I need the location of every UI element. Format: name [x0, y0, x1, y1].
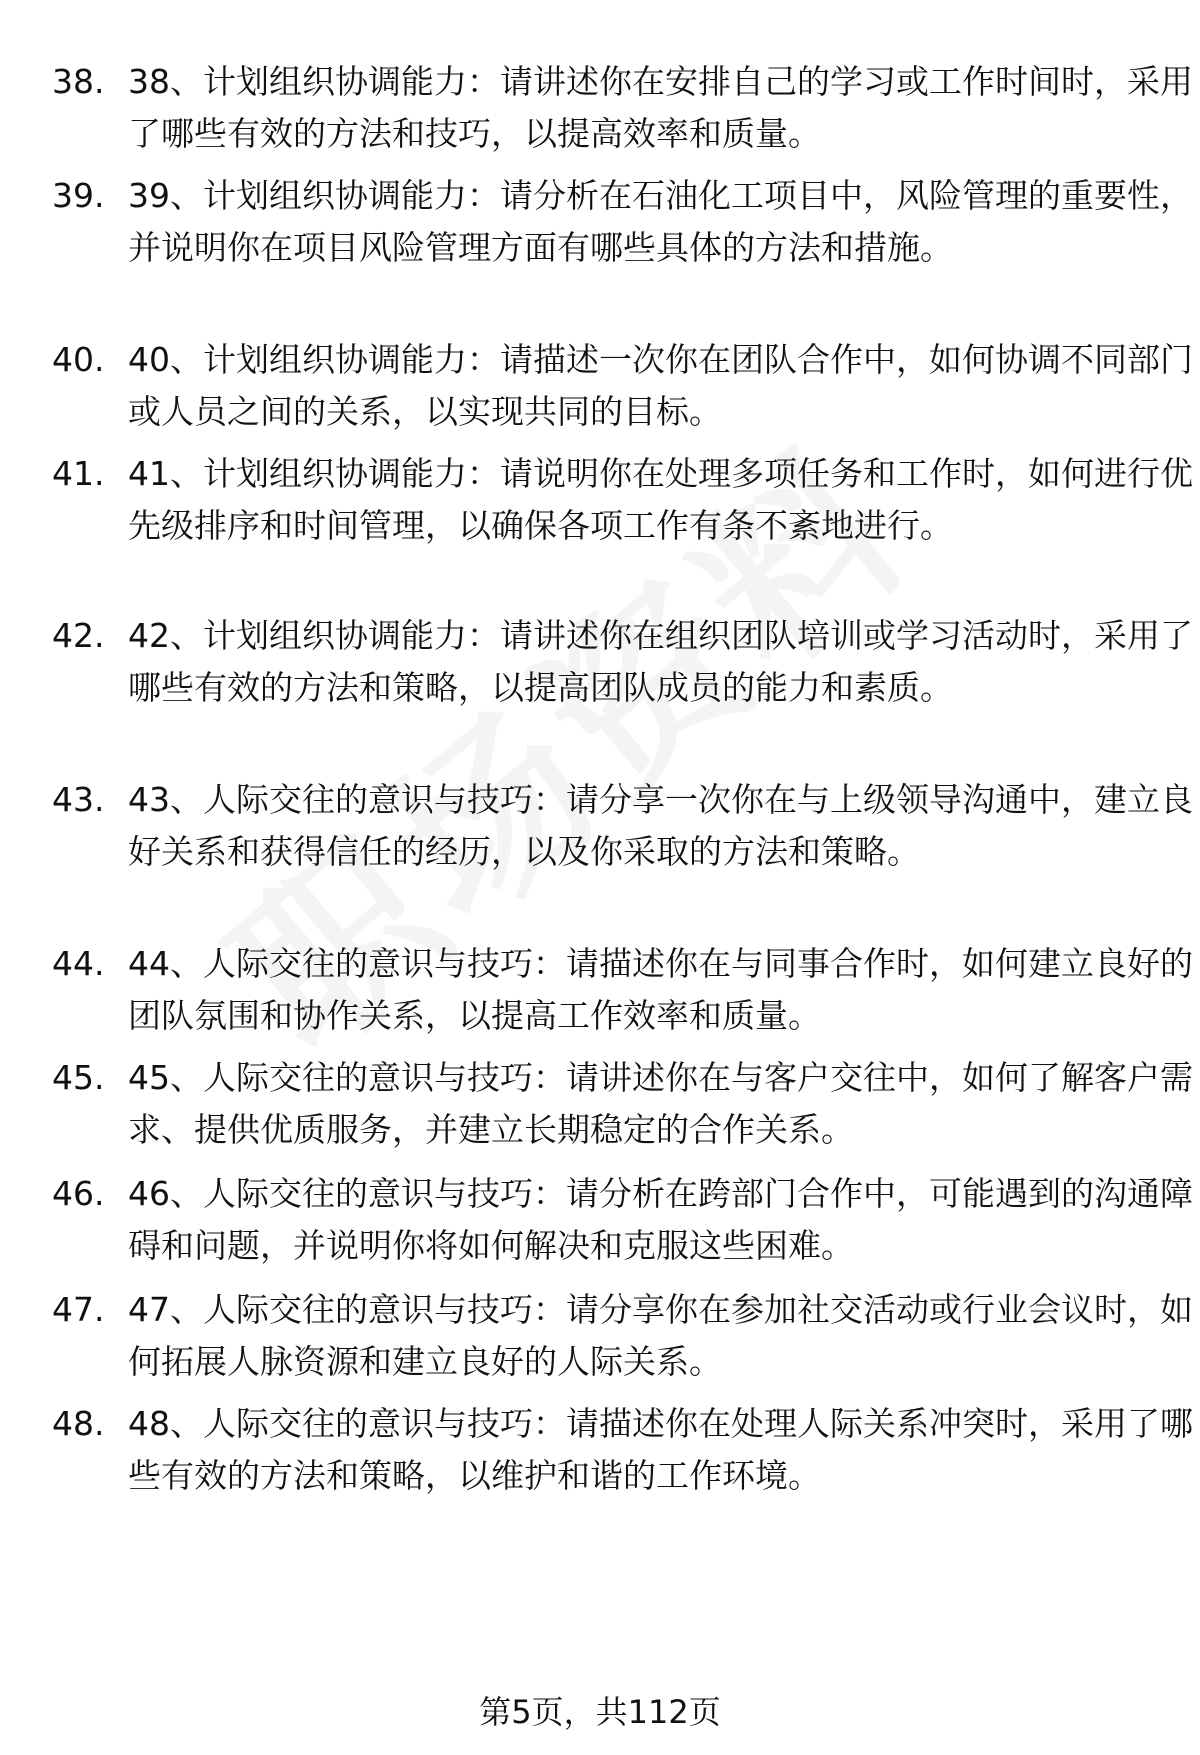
question-text: 47、人际交往的意识与技巧：请分享你在参加社交活动或行业会议时，如何拓展人脉资源和建立良好的人际关系。 — [128, 1290, 1193, 1381]
question-item — [52, 1284, 1193, 1388]
question-item — [52, 610, 1193, 714]
question-item — [52, 774, 1193, 878]
question-text: 48、人际交往的意识与技巧：请描述你在处理人际关系冲突时，采用了哪些有效的方法和策略，以维护和谐的工作环境。 — [128, 1404, 1193, 1495]
question-item — [52, 170, 1193, 274]
question-text: 46、人际交往的意识与技巧：请分析在跨部门合作中，可能遇到的沟通障碍和问题，并说明你将如何解决和克服这些困难。 — [128, 1174, 1193, 1265]
question-item — [52, 1052, 1193, 1156]
question-number: 47. — [52, 1290, 105, 1329]
question-text: 45、人际交往的意识与技巧：请讲述你在与客户交往中，如何了解客户需求、提供优质服务，并建立长期稳定的合作关系。 — [128, 1058, 1193, 1149]
question-number: 44. — [52, 944, 105, 983]
question-text: 40、计划组织协调能力：请描述一次你在团队合作中，如何协调不同部门或人员之间的关系，以实现共同的目标。 — [128, 340, 1193, 431]
question-number: 41. — [52, 454, 105, 493]
page-footer: 第5页，共112页 — [479, 1693, 721, 1731]
question-number: 42. — [52, 616, 105, 655]
question-number: 43. — [52, 780, 105, 819]
question-text: 41、计划组织协调能力：请说明你在处理多项任务和工作时，如何进行优先级排序和时间管理，以确保各项工作有条不紊地进行。 — [128, 454, 1193, 545]
question-number: 40. — [52, 340, 105, 379]
question-item — [52, 1398, 1193, 1502]
question-text: 43、人际交往的意识与技巧：请分享一次你在与上级领导沟通中，建立良好关系和获得信任的经历，以及你采取的方法和策略。 — [128, 780, 1193, 871]
question-item — [52, 334, 1193, 438]
question-text: 38、计划组织协调能力：请讲述你在安排自己的学习或工作时间时，采用了哪些有效的方法和技巧，以提高效率和质量。 — [128, 62, 1193, 153]
question-item — [52, 448, 1193, 552]
question-item — [52, 938, 1193, 1042]
question-text: 44、人际交往的意识与技巧：请描述你在与同事合作时，如何建立良好的团队氛围和协作关系，以提高工作效率和质量。 — [128, 944, 1193, 1035]
question-number: 48. — [52, 1404, 105, 1443]
question-text: 42、计划组织协调能力：请讲述你在组织团队培训或学习活动时，采用了哪些有效的方法和策略，以提高团队成员的能力和素质。 — [128, 616, 1193, 707]
question-item — [52, 56, 1193, 160]
question-number: 39. — [52, 176, 105, 215]
question-number: 46. — [52, 1174, 105, 1213]
question-item — [52, 1168, 1193, 1272]
question-number: 38. — [52, 62, 105, 101]
question-text: 39、计划组织协调能力：请分析在石油化工项目中，风险管理的重要性，并说明你在项目风险管理方面有哪些具体的方法和措施。 — [128, 176, 1193, 267]
question-number: 45. — [52, 1058, 105, 1097]
